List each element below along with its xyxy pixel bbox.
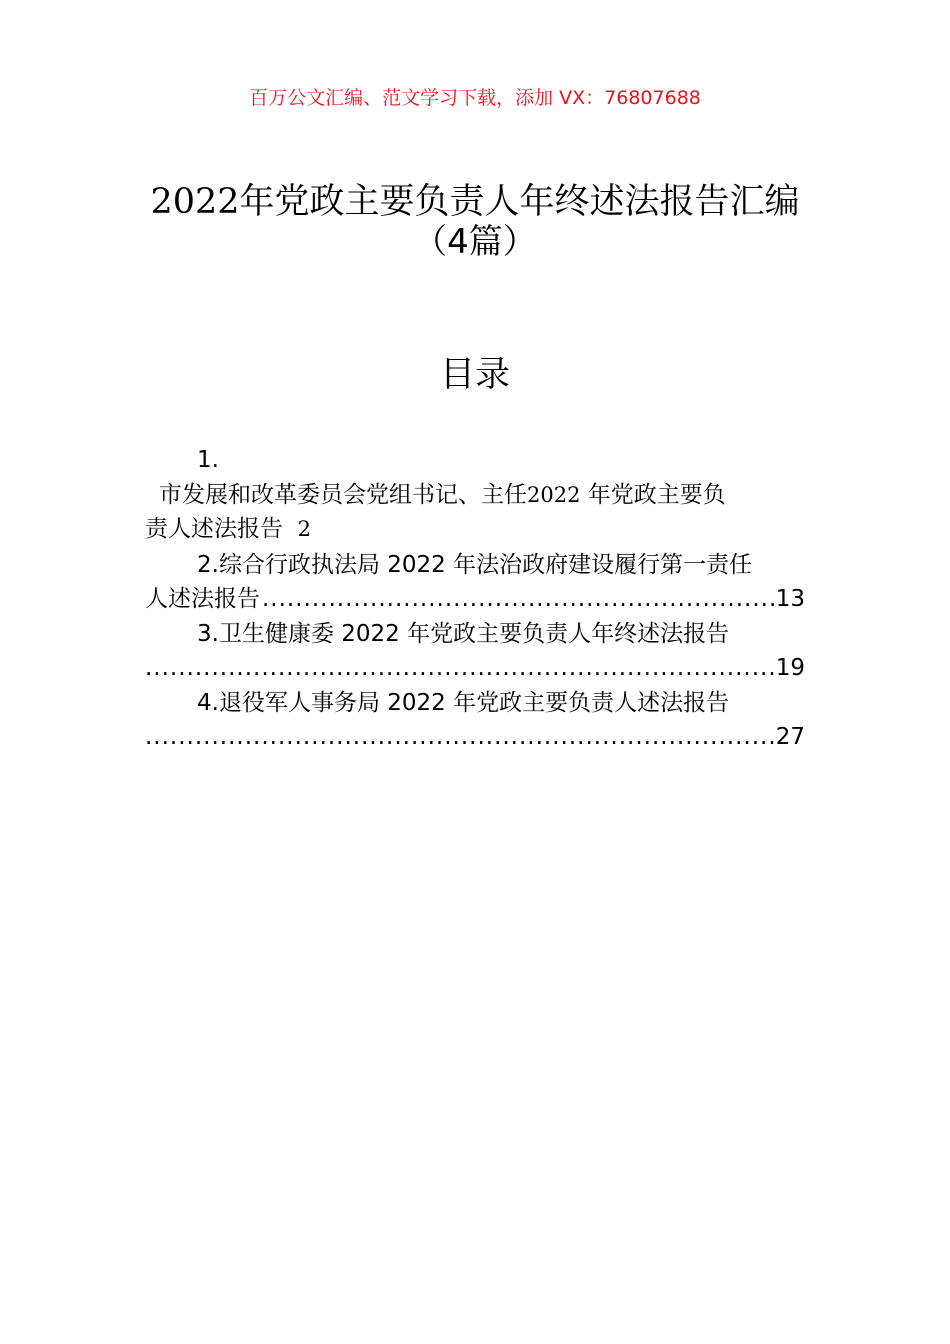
- toc-entry-1-number[interactable]: 1.: [197, 447, 219, 473]
- toc-entry-1-text-c: 责人述法报告: [145, 516, 283, 542]
- toc-entry-2-line1[interactable]: 2.综合行政执法局 2022 年法治政府建设履行第一责任: [197, 552, 753, 578]
- toc-heading: 目录: [439, 355, 510, 395]
- title-year: 2022: [150, 182, 240, 222]
- toc-entry-2-line2[interactable]: [145, 582, 805, 616]
- toc-entry-1-text-a: 市发展和改革委员会党组书记、主任: [159, 482, 527, 508]
- toc-entry-2-leader: [262, 582, 774, 616]
- toc-entry-2-text: 人述法报告: [145, 586, 260, 612]
- toc-entry-4-line2[interactable]: [145, 720, 805, 754]
- toc-entry-1-text-b: 年党政主要负: [587, 482, 726, 508]
- toc-entry-1-line2[interactable]: [145, 512, 805, 546]
- toc-entry-2-page: 13: [775, 586, 805, 612]
- toc-entry-1-line1[interactable]: [145, 478, 805, 512]
- toc-entry-1-page: 2: [297, 517, 311, 541]
- watermark-banner: 百万公文汇编、范文学习下载，添加 VX：76807688: [249, 87, 701, 109]
- toc-entry-3-line1[interactable]: 3.卫生健康委 2022 年党政主要负责人年终述法报告: [197, 621, 730, 647]
- toc-entry-3-leader: [145, 651, 774, 685]
- title-text: 年党政主要负责人年终述法报告汇编: [239, 182, 800, 222]
- document-subtitle: （4篇）: [413, 222, 537, 262]
- toc-entry-4-line1[interactable]: 4.退役军人事务局 2022 年党政主要负责人述法报告: [197, 690, 730, 716]
- toc-entry-3-line2[interactable]: [145, 651, 805, 685]
- toc-entry-3-page: 19: [775, 655, 805, 681]
- toc-entry-4-leader: [145, 720, 774, 754]
- toc-entry-1-year: 2022: [527, 483, 581, 507]
- toc-entry-4-page: 27: [775, 724, 805, 750]
